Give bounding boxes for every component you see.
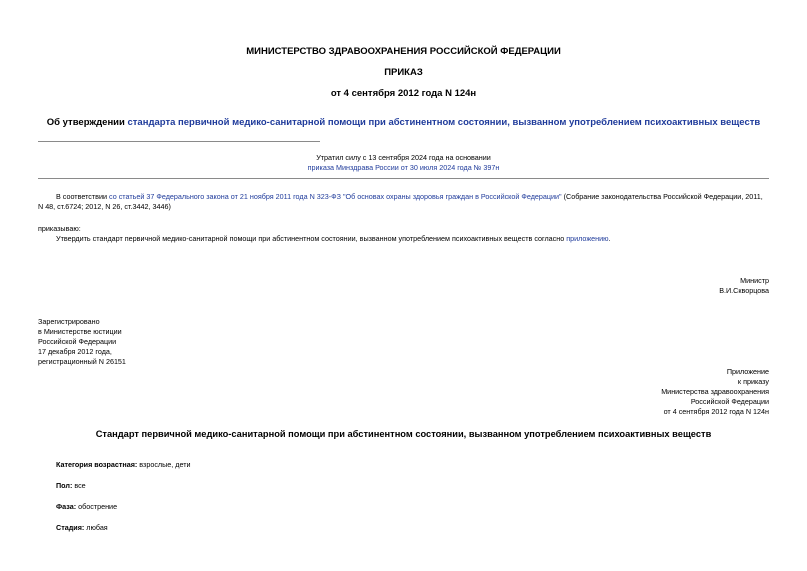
preamble-prefix: В соответствии [56, 192, 110, 201]
federal-law-link[interactable]: со статьей 37 Федерального закона от 21 ноября 2011 года N 323-ФЗ "Об основах охраны здоровья граждан в Российской Федерации" [109, 192, 562, 201]
registration-line: регистрационный N 26151 [38, 357, 126, 366]
registration-block [38, 317, 126, 367]
appendix-link[interactable]: приложению [566, 234, 609, 243]
preamble-line-2: N 48, ст.6724; 2012, N 26, ст.3442, 3446) [38, 202, 171, 211]
repeal-order-link[interactable]: приказа Минздрава России от 30 июля 2024 года № 397н [307, 163, 500, 172]
order-text-suffix: . [608, 234, 611, 243]
registration-line: Зарегистрировано [38, 317, 100, 326]
order-word: приказываю: [38, 224, 81, 233]
param-phase [56, 502, 117, 512]
param-value: все [72, 481, 86, 490]
title-standard-link[interactable]: стандарта первичной медико-санитарной помощи при абстинентном состоянии, вызванном употреблением психоактивных веществ [127, 117, 761, 128]
preamble-line-1 [56, 192, 763, 202]
registration-line: Российской Федерации [38, 337, 117, 346]
signature-name: В.И.Скворцова [719, 286, 769, 295]
order-text-prefix: Утвердить стандарт первичной медико-санитарной помощи при абстинентном состоянии, вызванном употреблением психоактивных веществ согласно [56, 234, 567, 243]
param-value: любая [84, 523, 108, 532]
appendix-line: Приложение [726, 367, 769, 376]
appendix-line: Российской Федерации [690, 397, 769, 406]
param-value: обострение [76, 502, 118, 511]
param-value: взрослые, дети [137, 460, 191, 469]
appendix-line: от 4 сентября 2012 года N 124н [663, 407, 769, 416]
param-label: Стадия: [56, 523, 85, 532]
title-prefix: Об утверждении [46, 117, 128, 128]
signature-position: Министр [740, 276, 769, 285]
ministry-heading: МИНИСТЕРСТВО ЗДРАВООХРАНЕНИЯ РОССИЙСКОЙ ФЕДЕРАЦИИ [246, 46, 561, 57]
document-type: ПРИКАЗ [384, 67, 423, 78]
preamble-suffix: (Собрание законодательства Российской Федерации, 2011, [561, 192, 763, 201]
document-title [0, 117, 807, 128]
order-text [56, 234, 611, 244]
param-age [56, 460, 191, 470]
param-label: Фаза: [56, 502, 77, 511]
top-short-rule [38, 141, 320, 142]
param-sex [56, 481, 86, 491]
param-stage [56, 523, 108, 533]
appendix-line: к приказу [737, 377, 769, 386]
registration-line: в Министерстве юстиции [38, 327, 122, 336]
status-bottom-rule [38, 178, 769, 179]
registration-line: 17 декабря 2012 года, [38, 347, 112, 356]
document-date: от 4 сентября 2012 года N 124н [330, 88, 477, 99]
standard-title: Стандарт первичной медико-санитарной помощи при абстинентном состоянии, вызванном употреблением психоактивных веществ [95, 429, 712, 439]
appendix-line: Министерства здравоохранения [661, 387, 769, 396]
param-label: Категория возрастная: [56, 460, 138, 469]
param-label: Пол: [56, 481, 73, 490]
status-line: Утратил силу с 13 сентября 2024 года на основании [316, 153, 491, 162]
appendix-block [661, 367, 769, 417]
